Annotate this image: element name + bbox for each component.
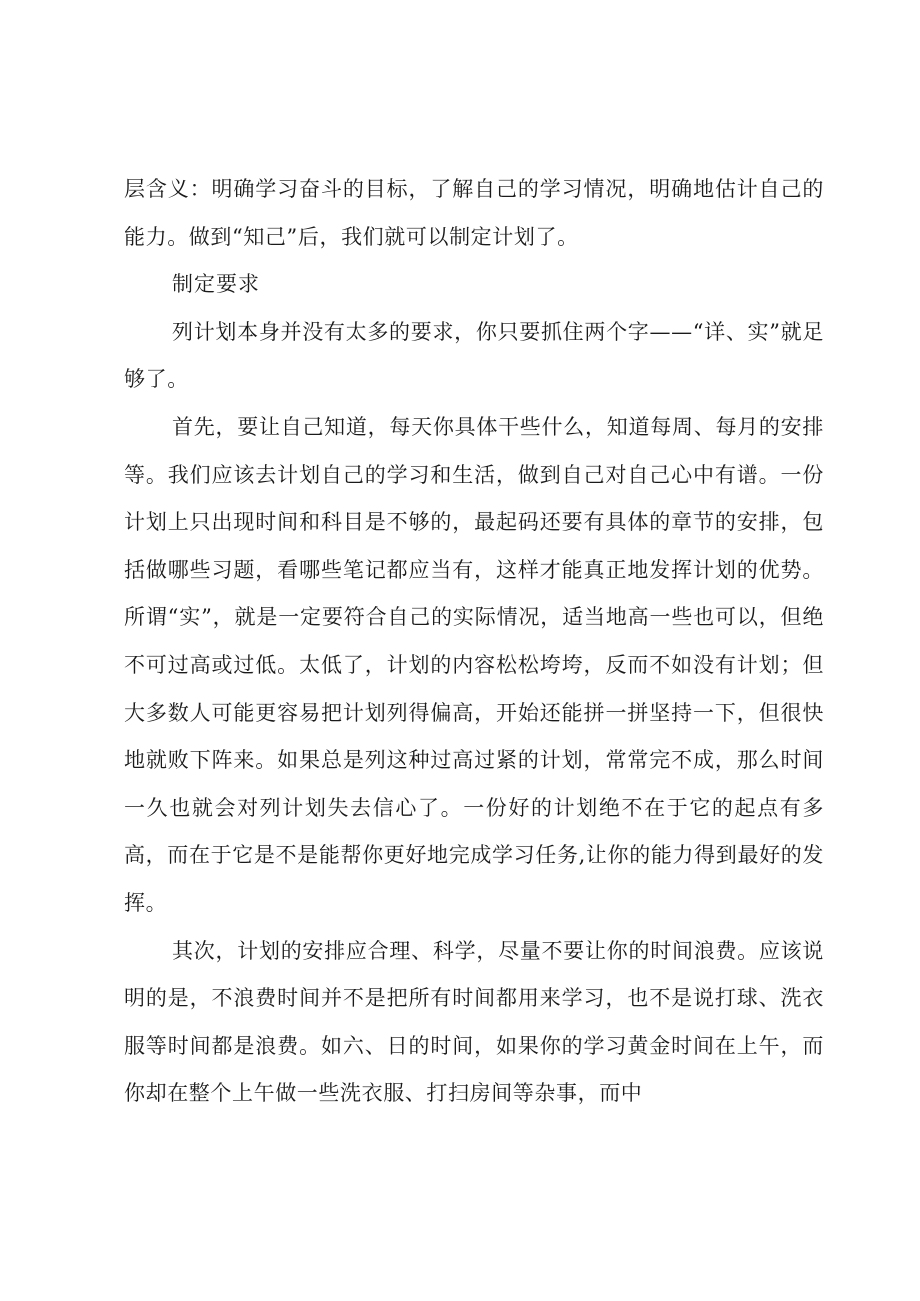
- paragraph-continuation: 层含义：明确学习奋斗的目标，了解自己的学习情况，明确地估计自己的能力。做到“知己”后，我们就可以制定计划了。: [124, 177, 824, 249]
- paragraph-first-point: 首先，要让自己知道，每天你具体干些什么，知道每周、每月的安排等。我们应该去计划自己的学习和生活，做到自己对自己心中有谱。一份计划上只出现时间和科目是不够的，最起码还要有具体的章节的安排，包括做哪些习题，看哪些笔记都应当有，这样才能真正地发挥计划的优势。所谓“实”，就是一定要符合自己的实际情况，适当地高一些也可以，但绝不可过高或过低。太低了，计划的内容松松垮垮，反而不如没有计划；但大多数人可能更容易把计划列得偏高，开始还能拼一拼坚持一下，但很快地就败下阵来。如果总是列这种过高过紧的计划，常常完不成，那么时间一久也就会对列计划失去信心了。一份好的计划绝不在于它的起点有多高，而在于它是不是能帮你更好地完成学习任务,让你的能力得到最好的发挥。: [124, 414, 824, 915]
- paragraph-second-point: 其次，计划的安排应合理、科学，尽量不要让你的时间浪费。应该说明的是，不浪费时间并不是把所有时间都用来学习，也不是说打球、洗衣服等时间都是浪费。如六、日的时间，如果你的学习黄金时间在上午，而你却在整个上午做一些洗衣服、打扫房间等杂事，而中: [124, 938, 824, 1106]
- document-body: [124, 166, 824, 1118]
- section-heading: 制定要求: [172, 272, 260, 297]
- paragraph-requirements: 列计划本身并没有太多的要求，你只要抓住两个字——“详、实”就足够了。: [124, 319, 824, 392]
